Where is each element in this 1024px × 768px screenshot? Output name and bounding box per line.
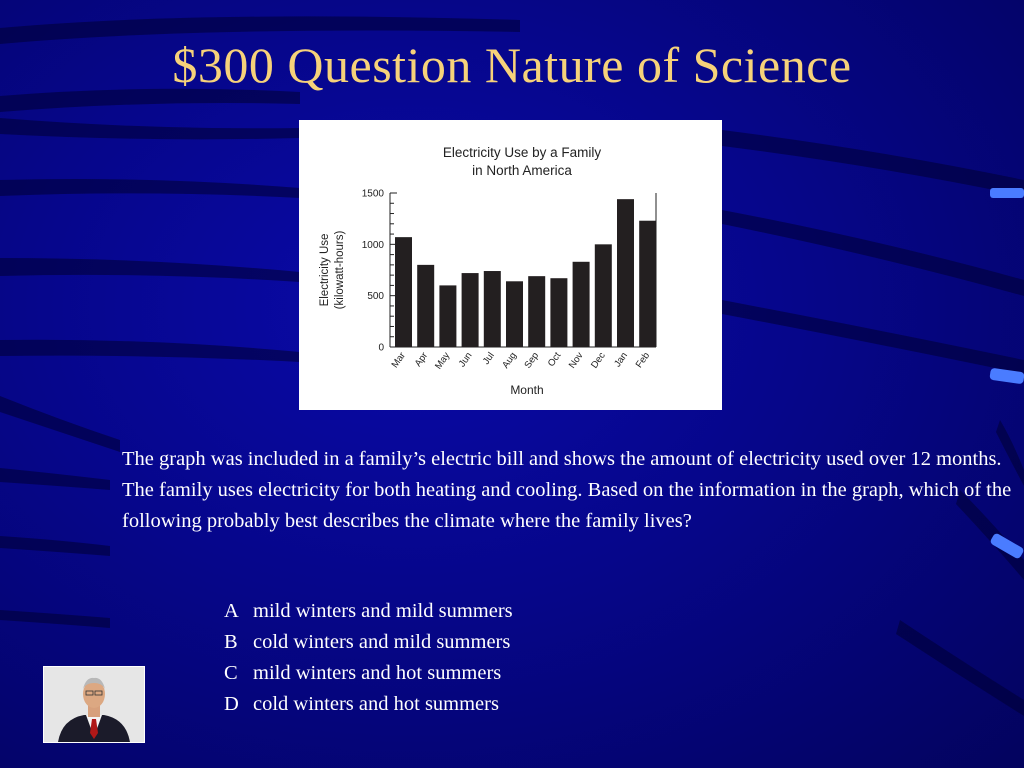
bar (395, 237, 412, 347)
x-tick-label: Mar (389, 350, 408, 371)
bar (617, 199, 634, 347)
bar (550, 278, 567, 347)
choice-text: mild winters and hot summers (253, 662, 502, 684)
choice-text: cold winters and mild summers (253, 631, 511, 653)
x-tick-label: Dec (589, 350, 608, 371)
bar (639, 221, 656, 347)
choice-a[interactable] (224, 596, 513, 627)
bar (595, 244, 612, 347)
x-tick-label: Nov (566, 350, 586, 371)
choice-text: mild winters and mild summers (253, 600, 513, 622)
y-tick-label: 500 (367, 291, 384, 303)
bar (484, 271, 501, 347)
bar (506, 281, 523, 347)
x-tick-label: Jun (456, 350, 475, 370)
y-tick-label: 1500 (361, 188, 384, 200)
choice-c[interactable] (224, 658, 513, 689)
x-tick-label: Feb (633, 350, 653, 371)
x-tick-label: Oct (545, 350, 564, 369)
x-tick-label: Sep (522, 350, 542, 371)
chart-title: Electricity Use by a Family (442, 145, 602, 160)
choice-d[interactable] (224, 689, 513, 720)
electricity-bar-chart (299, 120, 722, 410)
y-axis-label: Electricity Use (319, 233, 331, 307)
host-avatar-icon (44, 667, 144, 742)
choice-letter: C (224, 662, 238, 684)
choice-letter: A (224, 600, 239, 622)
x-tick-label: May (433, 350, 453, 372)
choice-letter: B (224, 631, 238, 653)
slide-title: $300 Question Nature of Science (172, 37, 852, 93)
choice-text: cold winters and hot summers (253, 693, 499, 715)
choice-letter: D (224, 693, 239, 715)
x-tick-label: Apr (412, 350, 431, 369)
chart-title: in North America (472, 163, 572, 178)
bar (417, 265, 434, 347)
y-axis-label: (kilowatt-hours) (334, 230, 346, 310)
y-tick-label: 0 (378, 342, 384, 354)
bar (573, 262, 590, 347)
host-avatar-button[interactable] (43, 666, 145, 743)
x-axis-label: Month (510, 383, 544, 397)
y-tick-label: 1000 (361, 239, 384, 251)
choice-b[interactable] (224, 627, 513, 658)
answer-choices (224, 596, 513, 720)
x-tick-label: Jan (612, 350, 630, 370)
bar (462, 273, 479, 347)
question-text: The graph was included in a family’s electric bill and shows the amount of electricity used over 12 months. The family uses electricity for both heating and cooling. Based on the information in the graph, which of the following probably best describes the climate where the family lives? (122, 448, 1012, 532)
x-tick-label: Jul (480, 350, 497, 367)
bar (528, 276, 545, 347)
chart-card (299, 120, 722, 410)
bar (439, 285, 456, 347)
x-tick-label: Aug (500, 350, 519, 371)
